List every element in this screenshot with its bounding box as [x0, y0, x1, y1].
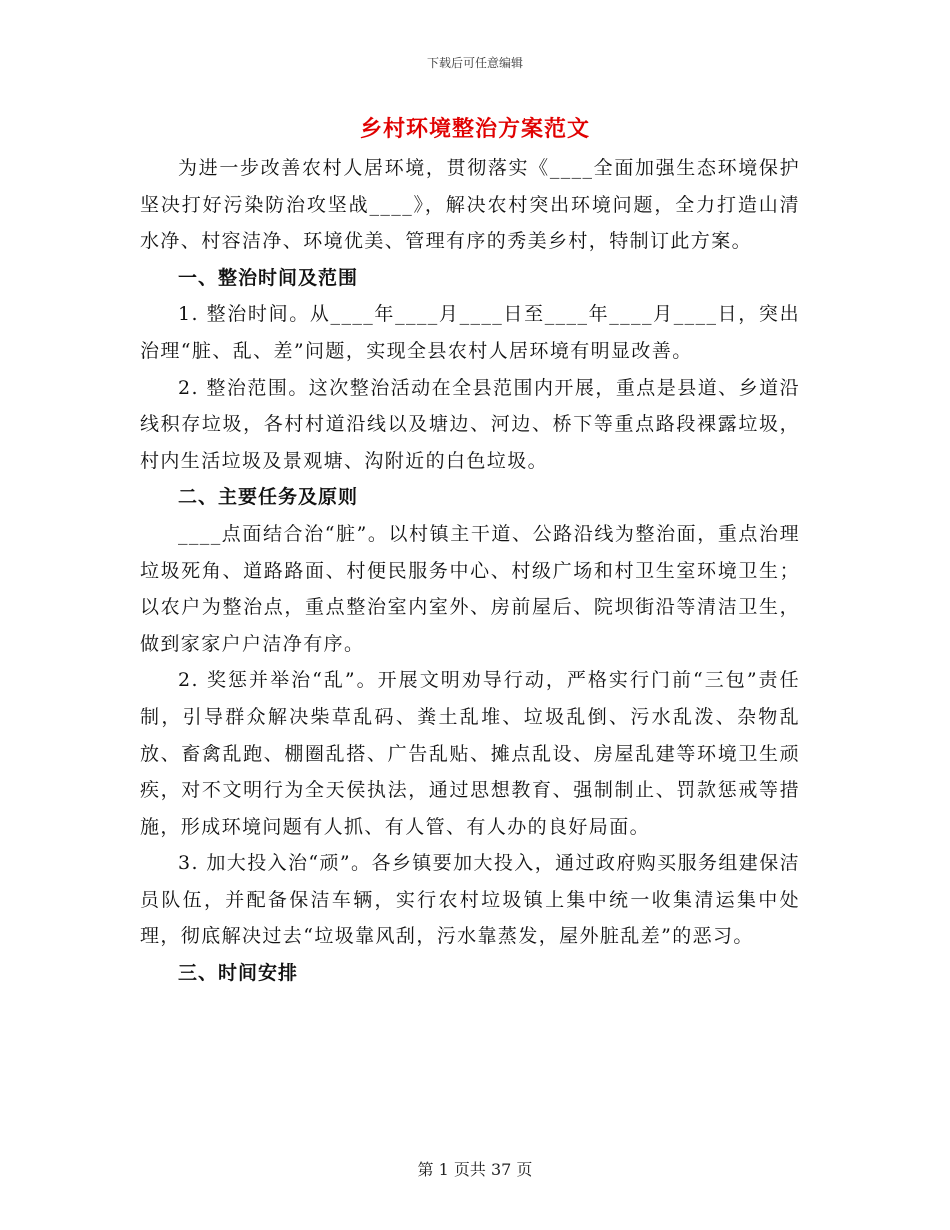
paragraph-stubborn: 3. 加大投入治“顽”。各乡镇要加大投入，通过政府购买服务组建保洁员队伍，并配备保洁车辆，实行农村垃圾镇上集中统一收集清运集中处理，彻底解决过去“垃圾靠风刮，污水靠蒸发，屋外脏乱差”的恶习。	[140, 852, 800, 948]
header-note: 下载后可任意编辑	[426, 56, 523, 70]
paragraph-time: 1. 整治时间。从____年____月____日至____年____月____日，突出治理“脏、乱、差”问题，实现全县农村人居环境有明显改善。	[140, 303, 800, 362]
paragraph-chaos: 2. 奖惩并举治“乱”。开展文明劝导行动，严格实行门前“三包”责任制，引导群众解决柴草乱码、粪土乱堆、垃圾乱倒、污水乱泼、杂物乱放、畜禽乱跑、棚圈乱搭、广告乱贴、摊点乱设、房屋乱建等环境卫生顽疾，对不文明行为全天侯执法，通过思想教育、强制制止、罚款惩戒等措施，形成环境问题有人抓、有人管、有人办的良好局面。	[140, 669, 800, 838]
section-heading-2: 二、主要任务及原则	[178, 486, 359, 509]
section-heading-3: 三、时间安排	[178, 962, 299, 985]
paragraph-dirty: ____点面结合治“脏”。以村镇主干道、公路沿线为整治面，重点治理垃圾死角、道路路面、村便民服务中心、村级广场和村卫生室环境卫生；以农户为整治点，重点整治室内室外、房前屋后、院坝街沿等清洁卫生，做到家家户户洁净有序。	[140, 522, 800, 655]
intro-paragraph: 为进一步改善农村人居环境，贯彻落实《____全面加强生态环境保护坚决打好污染防治攻坚战____》，解决农村突出环境问题，全力打造山清水净、村容洁净、环境优美、管理有序的秀美乡村，特制订此方案。	[140, 157, 800, 253]
document-body	[140, 150, 800, 992]
paragraph-scope: 2. 整治范围。这次整治活动在全县范围内开展，重点是县道、乡道沿线积存垃圾，各村村道沿线以及塘边、河边、桥下等重点路段裸露垃圾，村内生活垃圾及景观塘、沟附近的白色垃圾。	[140, 376, 800, 472]
section-heading-1: 一、整治时间及范围	[178, 266, 359, 289]
document-title: 乡村环境整治方案范文	[359, 116, 590, 142]
page-footer: 第 1 页共 37 页	[417, 1160, 533, 1179]
